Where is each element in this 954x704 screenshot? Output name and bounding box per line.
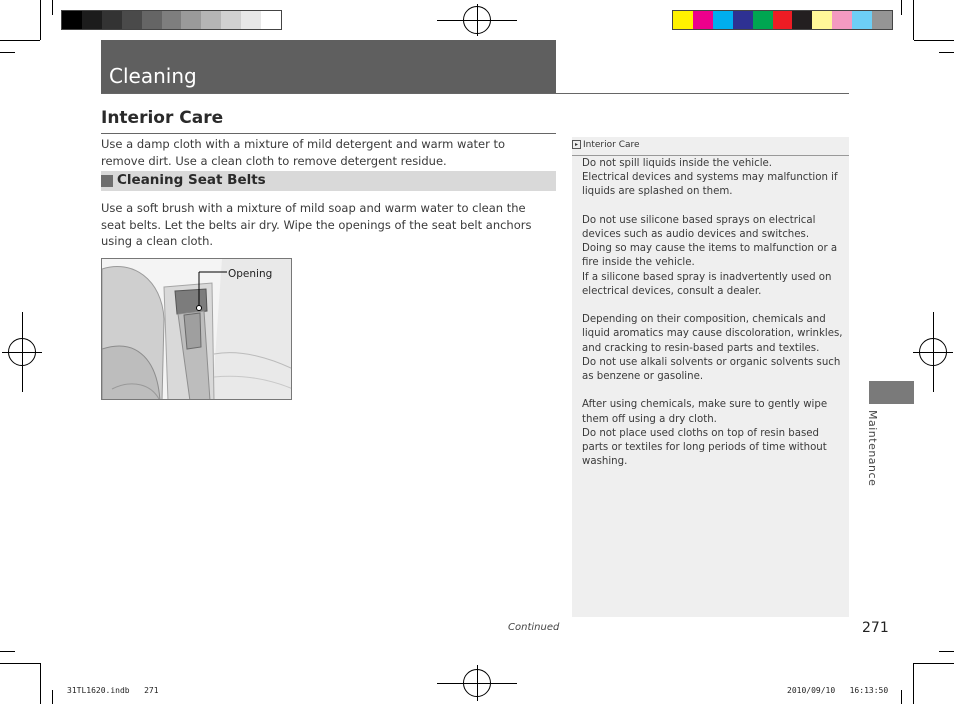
sidebar-paragraph: Depending on their composition, chemicals and liquid aromatics may cause discoloration, wrinkles, and cracking to resin-based parts and textiles. Do not use alkali solvents or organic solvents such as benzene or gasoline. (582, 314, 843, 383)
grayscale-color-bar (61, 10, 282, 30)
section-rule (101, 133, 556, 134)
color-swatch (201, 11, 221, 29)
opening-callout-label: Opening (228, 268, 273, 280)
color-swatch (62, 11, 82, 29)
color-swatch (102, 11, 122, 29)
subsection-marker-icon (101, 175, 113, 187)
color-swatch (673, 11, 693, 29)
color-swatch (122, 11, 142, 29)
color-swatch (82, 11, 102, 29)
color-swatch (181, 11, 201, 29)
chapter-tab-marker (869, 381, 914, 404)
reference-icon: ▸ (572, 140, 581, 149)
subsection-body: Use a soft brush with a mixture of mild soap and warm water to clean the seat belts. Let the belts air dry. Wipe the openings of the seat belt anchors using a clean cloth. (101, 201, 532, 248)
sidebar-rule (572, 155, 849, 156)
process-color-bar (672, 10, 893, 30)
sidebar-heading-text: Interior Care (583, 140, 640, 150)
color-swatch (241, 11, 261, 29)
slug-date: 2010/09/10 16:13:50 (787, 686, 889, 695)
sidebar-paragraph: After using chemicals, make sure to gently wipe them off using a dry cloth. Do not place used cloths on top of resin based parts or textiles for long periods of time without washing. (582, 399, 828, 468)
header-rule (101, 93, 849, 94)
sidebar-text (582, 157, 844, 484)
subsection-title: Cleaning Seat Belts (117, 172, 266, 188)
color-swatch (832, 11, 852, 29)
color-swatch (713, 11, 733, 29)
color-swatch (852, 11, 872, 29)
color-swatch (773, 11, 793, 29)
section-title: Interior Care (101, 108, 224, 128)
chapter-title: Cleaning (109, 64, 197, 88)
seat-belt-drawing (102, 259, 292, 400)
sidebar-paragraph: Do not spill liquids inside the vehicle. Electrical devices and systems may malfunction if liquids are splashed on them. (582, 158, 838, 198)
color-swatch (753, 11, 773, 29)
color-swatch (812, 11, 832, 29)
slug-file: 31TL1620.indb 271 (67, 686, 159, 695)
chapter-tab-label: Maintenance (866, 410, 879, 487)
page-number: 271 (862, 620, 889, 636)
color-swatch (142, 11, 162, 29)
section-intro: Use a damp cloth with a mixture of mild detergent and warm water to remove dirt. Use a clean cloth to remove detergent residue. (101, 137, 506, 168)
sidebar-heading (572, 140, 640, 150)
color-swatch (872, 11, 892, 29)
color-swatch (221, 11, 241, 29)
color-swatch (792, 11, 812, 29)
color-swatch (733, 11, 753, 29)
color-swatch (162, 11, 182, 29)
continued-note: Continued (508, 622, 560, 633)
sidebar-paragraph: Do not use silicone based sprays on electrical devices such as audio devices and switches. Doing so may cause the items to malfunction or a fire inside the vehicle. If a silicone based spray is inadvertently used on electrical devices, consult a dealer. (582, 214, 838, 297)
color-swatch (261, 11, 281, 29)
color-swatch (693, 11, 713, 29)
